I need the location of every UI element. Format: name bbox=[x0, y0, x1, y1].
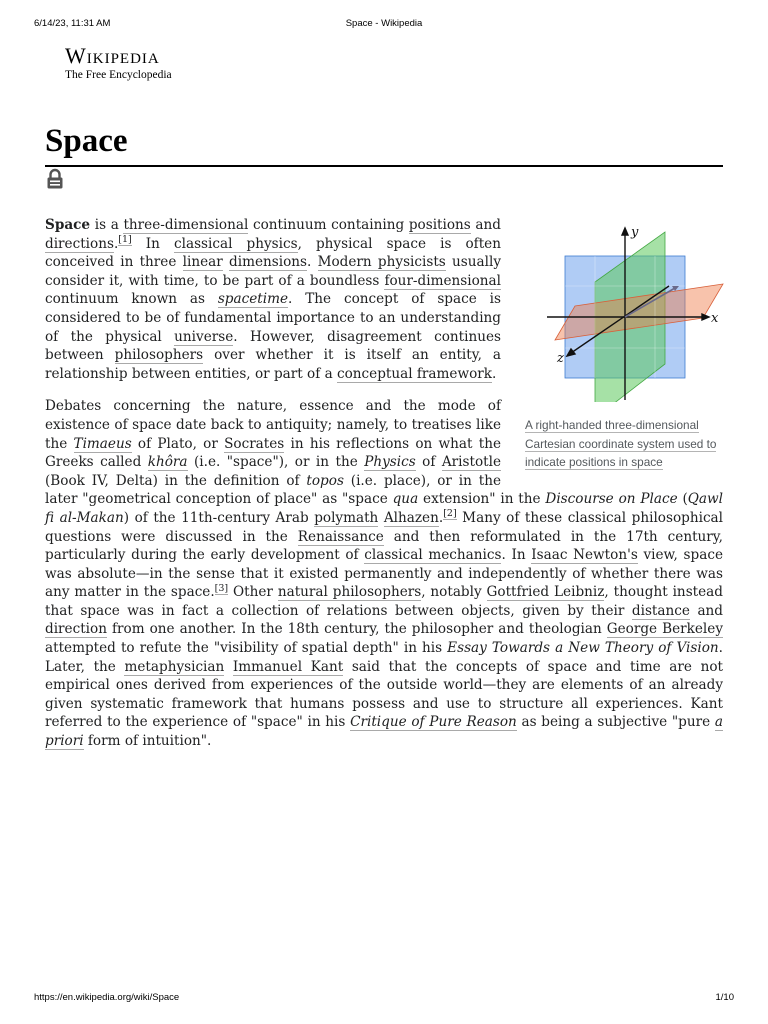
print-url[interactable]: https://en.wikipedia.org/wiki/Space bbox=[34, 992, 180, 1003]
article-body bbox=[45, 216, 723, 765]
x-axis-label: x bbox=[711, 311, 719, 326]
link-khora[interactable]: khôra bbox=[147, 454, 188, 471]
link-directions[interactable]: directions bbox=[45, 235, 114, 252]
figure-caption-text: A right-handed three-dimensional Cartesian coordinate system used to indicate positions in space bbox=[525, 418, 717, 469]
page-title: Space bbox=[45, 123, 128, 159]
link-three-dimensional[interactable]: three-dimensional bbox=[123, 217, 249, 233]
link-natural-philosophers[interactable]: natural philosophers bbox=[277, 584, 422, 601]
link-critique-of-pure-reason[interactable]: Critique of Pure Reason bbox=[350, 714, 517, 731]
link-four-dimensional[interactable]: four-dimensional bbox=[384, 272, 501, 289]
link-positions[interactable]: positions bbox=[408, 217, 471, 233]
logo-wordmark: Wikipedia bbox=[65, 43, 160, 68]
link-aristotle[interactable]: Aristotle bbox=[441, 454, 502, 471]
y-axis-label: y bbox=[631, 225, 639, 240]
link-classical-physics[interactable]: classical physics bbox=[174, 235, 298, 252]
title-discourse-on-place: Discourse on Place bbox=[545, 491, 678, 508]
link-distance[interactable]: distance bbox=[631, 602, 690, 619]
title-divider bbox=[45, 165, 723, 167]
link-timaeus[interactable]: Timaeus bbox=[73, 435, 132, 452]
link-classical-mechanics[interactable]: classical mechanics bbox=[364, 547, 502, 564]
link-polymath[interactable]: polymath bbox=[314, 509, 379, 526]
link-philosophers[interactable]: philosophers bbox=[114, 347, 204, 364]
title-essay-theory-of-vision: Essay Towards a New Theory of Vision bbox=[447, 640, 719, 657]
lead-term: Space bbox=[45, 217, 91, 233]
link-metaphysician[interactable]: metaphysician bbox=[124, 658, 225, 675]
coordinate-system-figure bbox=[525, 222, 725, 472]
print-datetime: 6/14/23, 11:31 AM bbox=[34, 18, 111, 29]
link-physics[interactable]: Physics bbox=[364, 454, 416, 471]
link-direction[interactable]: direction bbox=[45, 621, 107, 638]
link-conceptual-framework[interactable]: conceptual framework bbox=[337, 365, 493, 382]
figure-caption bbox=[525, 416, 725, 472]
z-axis-label: z bbox=[557, 351, 564, 366]
link-a-priori[interactable]: a priori bbox=[45, 714, 723, 750]
link-isaac-newton[interactable]: Isaac Newton's bbox=[531, 547, 638, 564]
link-george-berkeley[interactable]: George Berkeley bbox=[606, 621, 723, 638]
link-socrates[interactable]: Socrates bbox=[224, 435, 285, 452]
link-gottfried-leibniz[interactable]: Gottfried Leibniz bbox=[486, 584, 605, 601]
coordinate-system-diagram[interactable] bbox=[525, 222, 725, 402]
link-modern-physicists[interactable]: Modern physicists bbox=[317, 254, 446, 271]
link-universe[interactable]: universe bbox=[174, 328, 234, 345]
citation-1[interactable]: [1] bbox=[118, 234, 132, 246]
citation-3[interactable]: [3] bbox=[214, 582, 229, 594]
link-immanuel-kant[interactable]: Immanuel Kant bbox=[232, 658, 344, 675]
link-linear[interactable]: linear bbox=[182, 254, 223, 271]
link-spacetime[interactable]: spacetime bbox=[217, 291, 289, 308]
term-topos: topos bbox=[306, 472, 344, 489]
link-alhazen[interactable]: Alhazen bbox=[383, 509, 439, 526]
logo-tagline: The Free Encyclopedia bbox=[65, 69, 172, 81]
print-doc-title: Space - Wikipedia bbox=[345, 18, 423, 29]
paragraph-2: Debates concerning the nature, essence and the mode of existence of space date back to antiquity; namely, to treatises like the Timaeus of Plato, or Socrates in his reflections on what the Greeks called khôra (i.e. "space"), or in the Physics of Aristotle (Book IV, Delta) in the definition of topos (i.e. place), or in the later "geometrical conception of place" as "space qua extension" in the Discourse on Place (Qawl fi al-Makan) of the 11th-century Arab polymath Alhazen.[2] Many of these classical philosophical questions were discussed in the Renaissance and then reformulated in the 17th century, particularly during the early development of classical mechanics. In Isaac Newton's view, space was absolute—in the sense that it existed permanently and independently of whether there was any matter in the space.[3] Other natural philosophers, notably Gottfried Leibniz, thought instead that space was in fact a collection of relations between objects, given by their distance and direction from one another. In the 18th century, the philosopher and theologian George Berkeley attempted to refute the "visibility of spatial depth" in his Essay Towards a New Theory of Vision. Later, the metaphysician Immanuel Kant said that the concepts of space and time are not empirical ones derived from experiences of the outside world—they are elements of an already given systematic framework that humans possess and use to structure all experiences. Kant referred to the experience of "space" in his Critique of Pure Reason as being a subjective "pure a priori form of intuition". bbox=[45, 398, 724, 750]
term-qua: qua bbox=[392, 491, 419, 508]
lock-icon[interactable] bbox=[46, 168, 64, 190]
wikipedia-logo[interactable] bbox=[65, 44, 172, 81]
title-qawl: Qawl fi al-Makan bbox=[45, 491, 723, 526]
citation-2[interactable]: [2] bbox=[443, 508, 457, 520]
paragraph-1: Space is a three-dimensional continuum containing positions and directions.[1] In classical physics, physical space is often conceived in three linear dimensions. Modern physicists usually consider it, with time, to be part of a boundless four-dimensional continuum known as spacetime. The concept of space is considered to be of fundamental importance to an understanding of the physical universe. However, disagreement continues between philosophers over whether it is itself an entity, a relationship between entities, or part of a conceptual framework. bbox=[45, 217, 501, 382]
link-renaissance[interactable]: Renaissance bbox=[297, 528, 384, 545]
link-dimensions[interactable]: dimensions bbox=[229, 254, 307, 271]
print-page-number: 1/10 bbox=[715, 992, 734, 1003]
